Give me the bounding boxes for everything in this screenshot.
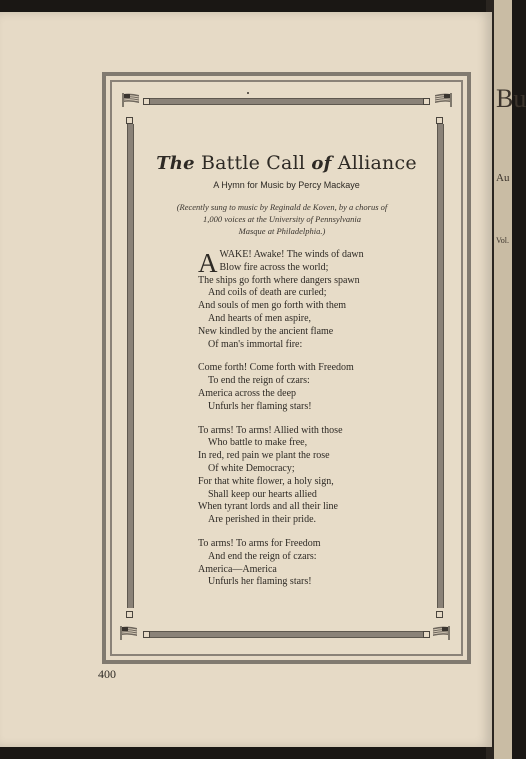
poem <box>198 249 428 600</box>
poem-line: The ships go forth where dangers spawn <box>198 274 360 286</box>
stanza <box>198 362 428 413</box>
poem-line: Shall keep our hearts allied <box>208 488 317 500</box>
rule-end <box>126 117 133 124</box>
adjacent-page-fragment: Au <box>496 172 510 184</box>
poem-line: To arms! To arms for Freedom <box>198 537 321 549</box>
poem-line: When tyrant lords and all their line <box>198 501 338 513</box>
title-ornament: The <box>156 153 195 174</box>
poem-line: For that white flower, a holy sign, <box>198 475 334 487</box>
poem-line: To end the reign of czars: <box>208 375 310 387</box>
stanza <box>198 425 428 527</box>
page-number: 400 <box>98 667 116 681</box>
poem-line: America—America <box>198 563 277 575</box>
page-title <box>102 152 471 174</box>
flag-icon <box>122 93 140 107</box>
poem-line: America across the deep <box>198 387 297 399</box>
poem-line: Are perished in their pride. <box>208 514 317 526</box>
flag-icon <box>434 93 452 107</box>
title-text: Battle Call <box>200 152 306 174</box>
poem-line: Who battle to make free, <box>208 437 308 449</box>
adjacent-page-fragment: Vol. <box>496 236 509 245</box>
poem-line: And coils of death are curled; <box>208 287 327 299</box>
flag-icon <box>432 626 450 640</box>
poem-line-text: WAKE! Awake! The winds of dawn <box>219 249 364 260</box>
title-of: of <box>311 153 332 174</box>
rule-end <box>143 631 150 638</box>
poem-line: Unfurls her flaming stars! <box>208 400 312 412</box>
flag-icon <box>120 626 138 640</box>
poem-line: And souls of men go forth with them <box>198 300 347 312</box>
stanza <box>198 538 428 589</box>
poem-line: Come forth! Come forth with Freedom <box>198 362 354 374</box>
performance-note: (Recently sung to music by Reginald de Koven, by a chorus of 1,000 voices at the University of Pennsylvania Masque at Philadelphia.) <box>176 202 388 236</box>
rule-end <box>423 631 430 638</box>
left-rule <box>127 124 134 608</box>
right-rule <box>437 124 444 608</box>
rule-end <box>423 98 430 105</box>
rule-end <box>436 117 443 124</box>
adjacent-page <box>494 0 526 759</box>
poem-line: And hearts of men aspire, <box>208 312 312 324</box>
poem-line: New kindled by the ancient flame <box>198 325 334 337</box>
print-speck <box>247 92 249 94</box>
poem-line: Unfurls her flaming stars! <box>208 576 312 588</box>
bottom-rule <box>148 631 425 638</box>
poem-line: And end the reign of czars: <box>208 550 317 562</box>
drop-cap: A <box>198 248 218 278</box>
rule-end <box>143 98 150 105</box>
rule-end <box>126 611 133 618</box>
stanza <box>198 249 428 351</box>
adjacent-page-fragment: Bu <box>496 84 526 113</box>
subtitle: A Hymn for Music by Percy Mackaye <box>213 180 360 190</box>
poem-line: To arms! To arms! Allied with those <box>198 424 343 436</box>
poem-line: Of man's immortal fire: <box>208 338 303 350</box>
title-text-end: Alliance <box>337 152 417 174</box>
poem-line: Blow fire across the world; <box>219 261 329 273</box>
poem-line: Of white Democracy; <box>208 462 295 474</box>
top-rule <box>148 98 425 105</box>
rule-end <box>436 611 443 618</box>
poem-line: In red, red pain we plant the rose <box>198 450 330 462</box>
